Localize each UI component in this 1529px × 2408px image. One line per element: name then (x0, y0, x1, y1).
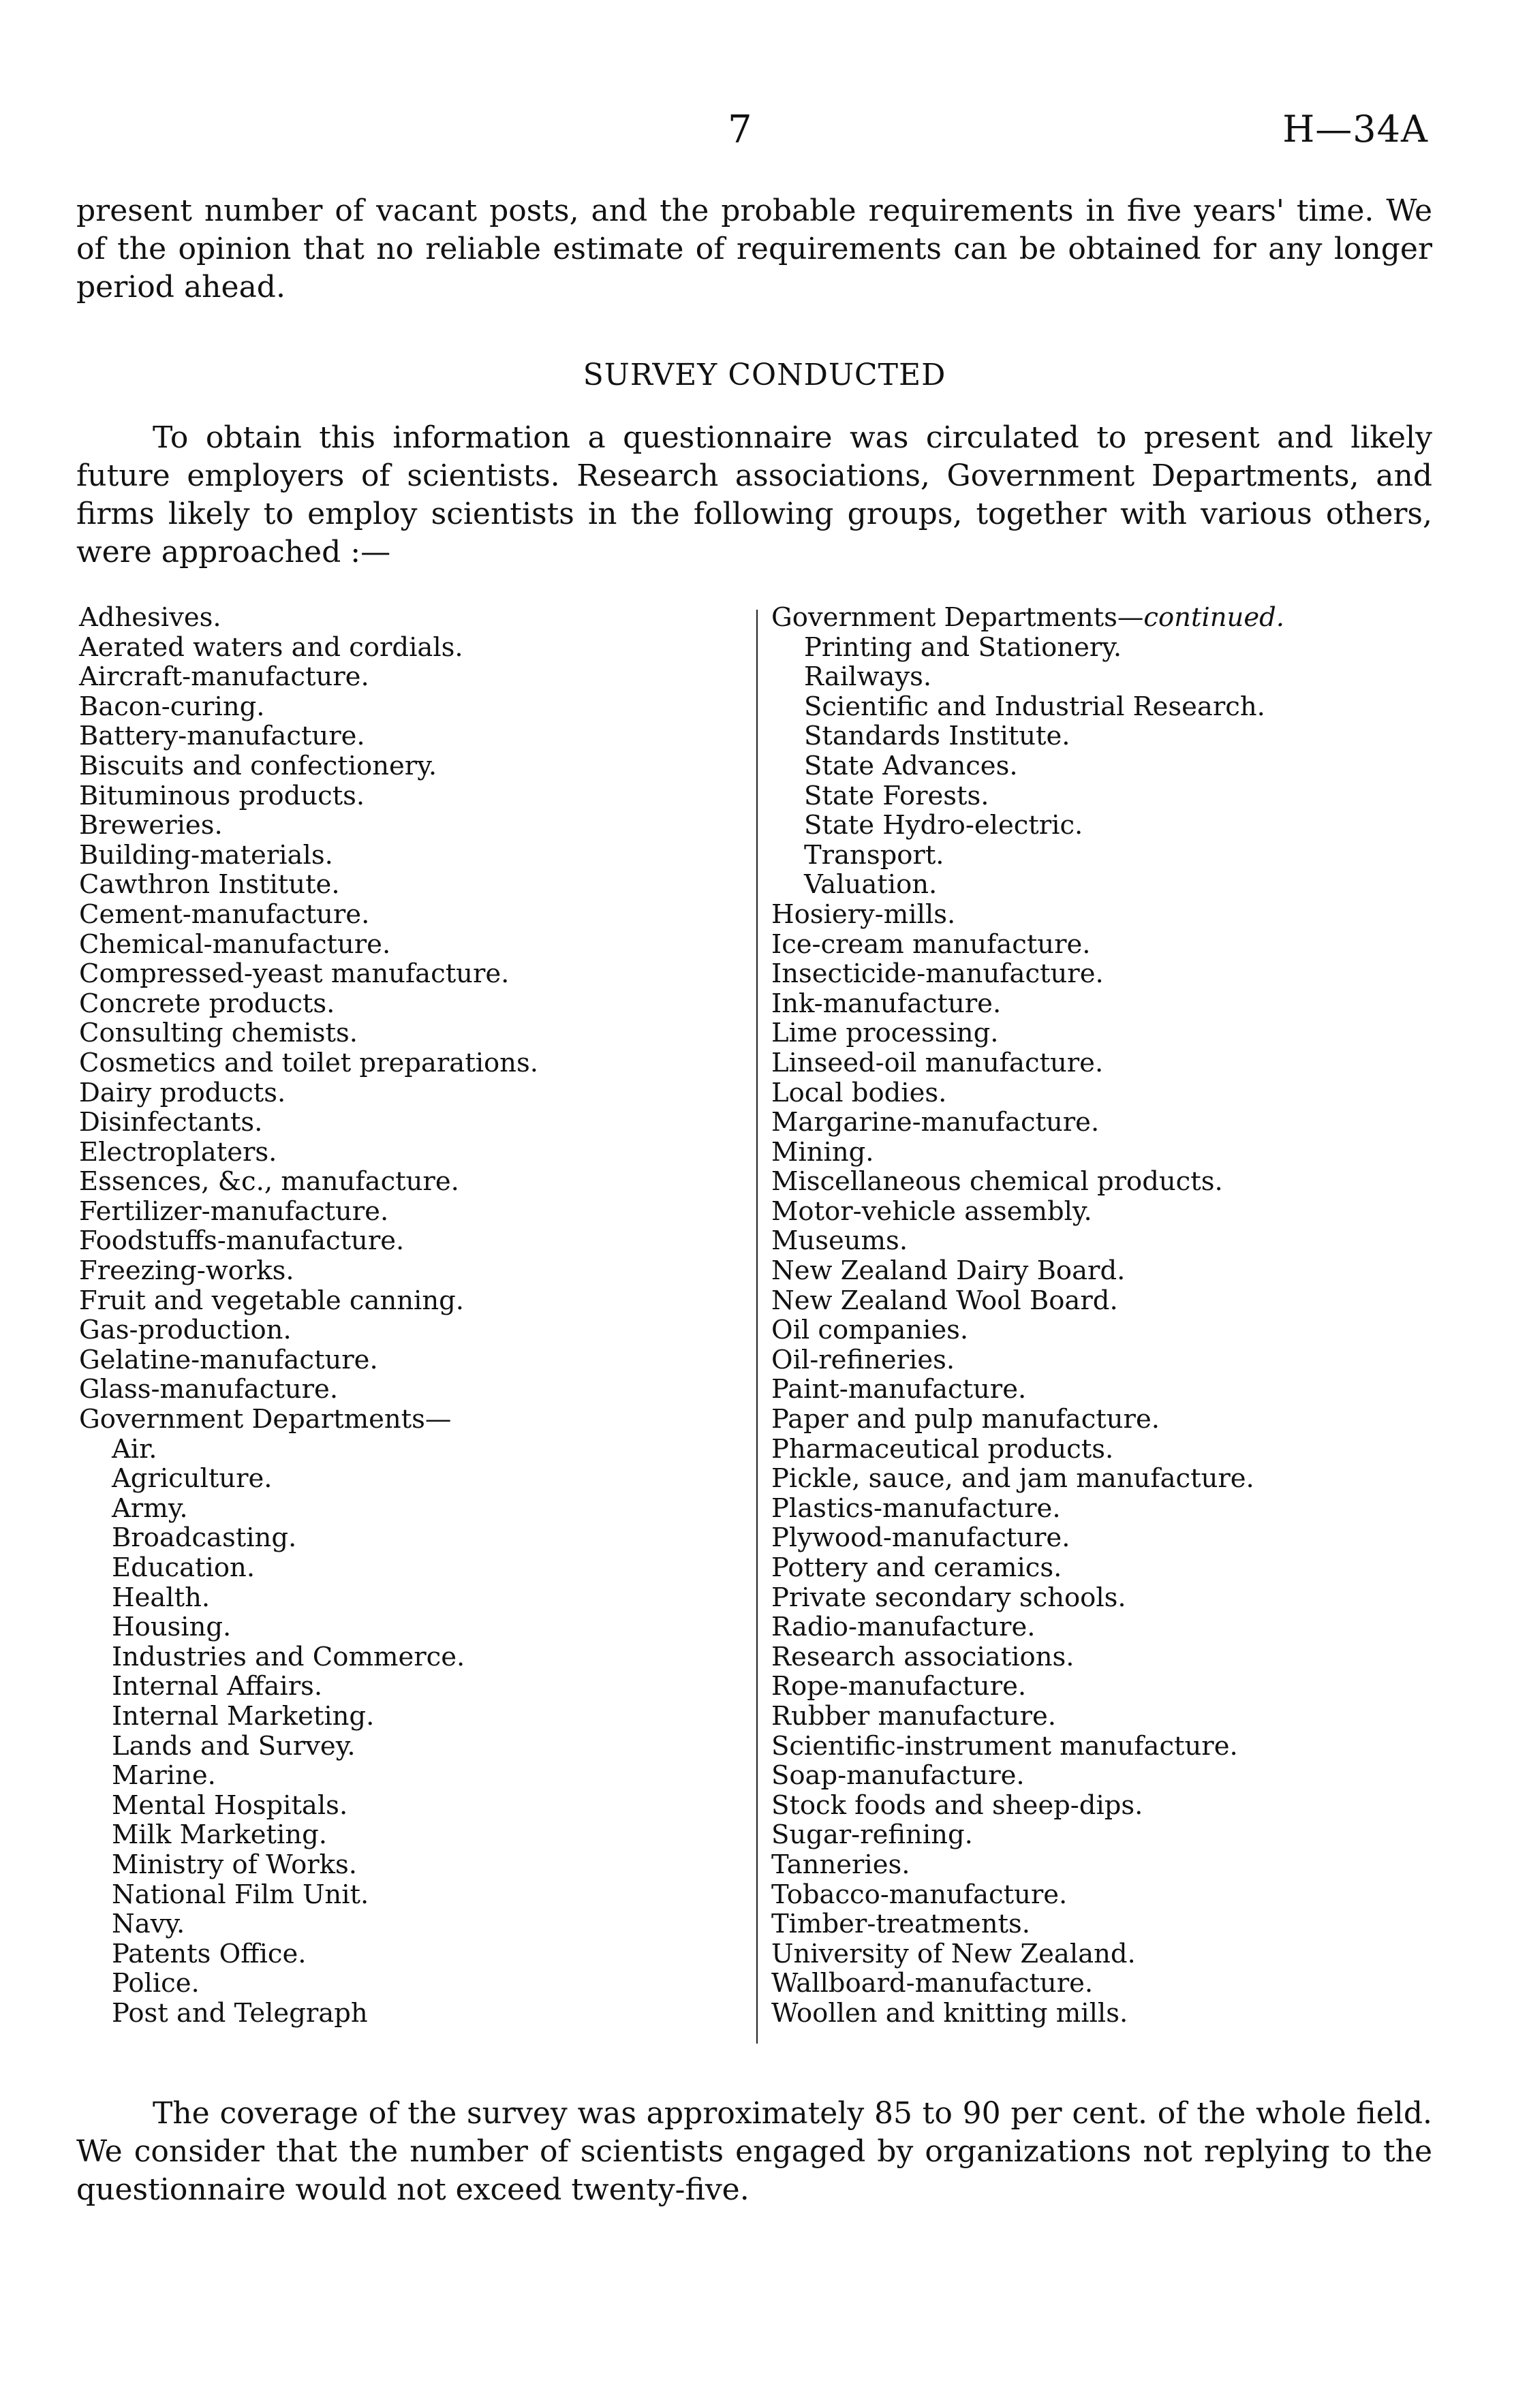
list-item: Museums. (771, 1225, 908, 1257)
intro-paragraph: present number of vacant posts, and the probable requirements in five years' time. We of the opinion that no reliable estimate of requirements can be obtained for any longer period ahead. (76, 193, 1432, 304)
list-item: Cosmetics and toilet preparations. (79, 1047, 538, 1078)
survey-paragraph: To obtain this information a questionnaire was circulated to present and likely future employers of scientists. Research associations, Government Departments, and firms likely to employ scientists in the following groups, together with various others, were approached :— (76, 420, 1432, 569)
list-item: Rope-manufacture. (771, 1671, 1027, 1702)
list-item: Woollen and knitting mills. (771, 1997, 1128, 2029)
list-item: Aerated waters and cordials. (79, 631, 463, 663)
list-item: Gelatine-manufacture. (79, 1344, 378, 1375)
list-item: Insecticide-manufacture. (771, 958, 1104, 990)
list-sub-item: Patents Office. (112, 1938, 307, 1969)
list-sub-item: Industries and Commerce. (112, 1641, 465, 1672)
list-item: Concrete products. (79, 988, 335, 1019)
list-item: University of New Zealand. (771, 1938, 1136, 1969)
list-sub-item: State Advances. (804, 750, 1018, 781)
gov-heading: Government Departments— (771, 602, 1144, 633)
list-item: Disinfectants. (79, 1107, 263, 1138)
list-item: Radio-manufacture. (771, 1612, 1036, 1643)
list-item: Dairy products. (79, 1077, 286, 1108)
list-item: Fertilizer-manufacture. (79, 1195, 389, 1227)
list-sub-item: Internal Marketing. (112, 1700, 375, 1732)
list-item: Motor-vehicle assembly. (771, 1195, 1092, 1227)
document-reference: H—34A (1282, 108, 1428, 151)
list-sub-item: Transport. (804, 839, 944, 871)
list-item: Sugar-refining. (771, 1819, 973, 1851)
list-item: Essences, &c., manufacture. (79, 1166, 459, 1198)
left-column (79, 603, 760, 2029)
list-sub-item: Air. (112, 1433, 157, 1465)
list-item: New Zealand Dairy Board. (771, 1255, 1126, 1287)
list-item: Mining. (771, 1136, 874, 1168)
list-item: Research associations. (771, 1641, 1075, 1672)
list-item: Hosiery-mills. (771, 898, 956, 930)
list-item: Gas-production. (79, 1315, 292, 1346)
list-sub-item: Standards Institute. (804, 721, 1070, 752)
list-sub-item: National Film Unit. (112, 1879, 369, 1910)
list-item: Freezing-works. (79, 1255, 294, 1287)
list-sub-item: Health. (112, 1582, 211, 1613)
list-sub-item: Marine. (112, 1760, 216, 1792)
list-item: Breweries. (79, 810, 223, 841)
list-item: Pharmaceutical products. (771, 1433, 1114, 1465)
list-sub-item: State Forests. (804, 780, 989, 811)
list-sub-item: Railways. (804, 661, 932, 693)
list-sub-item: Mental Hospitals. (112, 1789, 348, 1821)
list-sub-item: Printing and Stationery. (804, 631, 1122, 663)
list-item: Tobacco-manufacture. (771, 1879, 1068, 1910)
list-item: Bacon-curing. (79, 691, 265, 722)
list-item: Stock foods and sheep-dips. (771, 1789, 1143, 1821)
list-sub-item: Education. (112, 1552, 256, 1583)
list-item: Battery-manufacture. (79, 721, 365, 752)
list-item: Pickle, sauce, and jam manufacture. (771, 1463, 1254, 1495)
list-sub-item: Agriculture. (112, 1463, 273, 1495)
list-item: Electroplaters. (79, 1136, 277, 1168)
list-sub-item: Scientific and Industrial Research. (804, 691, 1265, 722)
list-sub-item: Navy. (112, 1909, 185, 1940)
list-sub-item: Lands and Survey. (112, 1730, 356, 1762)
right-column (771, 603, 1453, 2029)
list-sub-item: State Hydro-electric. (804, 810, 1083, 841)
list-item: Wallboard-manufacture. (771, 1968, 1094, 1999)
page-number: 7 (728, 108, 752, 152)
list-item: Private secondary schools. (771, 1582, 1126, 1613)
list-sub-item: Valuation. (804, 869, 938, 901)
list-item: Miscellaneous chemical products. (771, 1166, 1223, 1198)
closing-paragraph: The coverage of the survey was approximately 85 to 90 per cent. of the whole field. We consider that the number of scientists engaged by organizations not replying to the questionnaire would not exceed twenty-five. (76, 2096, 1432, 2207)
list-item: Aircraft-manufacture. (79, 661, 369, 693)
list-item: Foodstuffs-manufacture. (79, 1225, 405, 1257)
list-sub-item: Broadcasting. (112, 1522, 297, 1554)
list-item: Soap-manufacture. (771, 1760, 1025, 1792)
list-item: Chemical-manufacture. (79, 928, 391, 960)
list-item: Linseed-oil manufacture. (771, 1047, 1104, 1078)
list-sub-item: Internal Affairs. (112, 1671, 323, 1702)
list-item: Paper and pulp manufacture. (771, 1404, 1160, 1435)
list-sub-item: Police. (112, 1968, 200, 1999)
list-item: Pottery and ceramics. (771, 1552, 1062, 1583)
list-item: Cement-manufacture. (79, 898, 370, 930)
list-sub-item: Ministry of Works. (112, 1849, 357, 1880)
list-item: Ink-manufacture. (771, 988, 1002, 1019)
list-item: New Zealand Wool Board. (771, 1285, 1118, 1316)
section-heading: SURVEY CONDUCTED (583, 358, 946, 392)
list-item: Government Departments— (79, 1404, 452, 1435)
list-sub-item: Post and Telegraph (112, 1997, 368, 2029)
list-item: Adhesives. (79, 602, 221, 633)
list-sub-item: Milk Marketing. (112, 1819, 327, 1851)
list-item: Plywood-manufacture. (771, 1522, 1070, 1554)
list-item: Paint-manufacture. (771, 1374, 1027, 1405)
list-item: Consulting chemists. (79, 1018, 358, 1049)
list-item: Cawthron Institute. (79, 869, 340, 901)
list-item: Fruit and vegetable canning. (79, 1285, 465, 1316)
list-item-gov-continued (771, 603, 1453, 633)
list-item: Oil-refineries. (771, 1344, 955, 1375)
list-item: Local bodies. (771, 1077, 947, 1108)
list-sub-item: Housing. (112, 1612, 232, 1643)
list-item: Compressed-yeast manufacture. (79, 958, 510, 990)
list-item: Oil companies. (771, 1315, 969, 1346)
list-item: Bituminous products. (79, 780, 365, 811)
list-item: Margarine-manufacture. (771, 1107, 1100, 1138)
list-item: Rubber manufacture. (771, 1700, 1057, 1732)
column-divider (756, 610, 758, 2044)
list-item: Tanneries. (771, 1849, 910, 1880)
list-sub-item: Army. (112, 1492, 188, 1524)
list-item: Timber-treatments. (771, 1909, 1030, 1940)
list-item: Glass-manufacture. (79, 1374, 339, 1405)
list-item: Scientific-instrument manufacture. (771, 1730, 1238, 1762)
list-item: Plastics-manufacture. (771, 1492, 1061, 1524)
continued-label: continued. (1143, 602, 1285, 633)
list-item: Lime processing. (771, 1018, 999, 1049)
list-item: Biscuits and confectionery. (79, 750, 437, 781)
list-item: Ice-cream manufacture. (771, 928, 1091, 960)
list-item: Building-materials. (79, 839, 333, 871)
